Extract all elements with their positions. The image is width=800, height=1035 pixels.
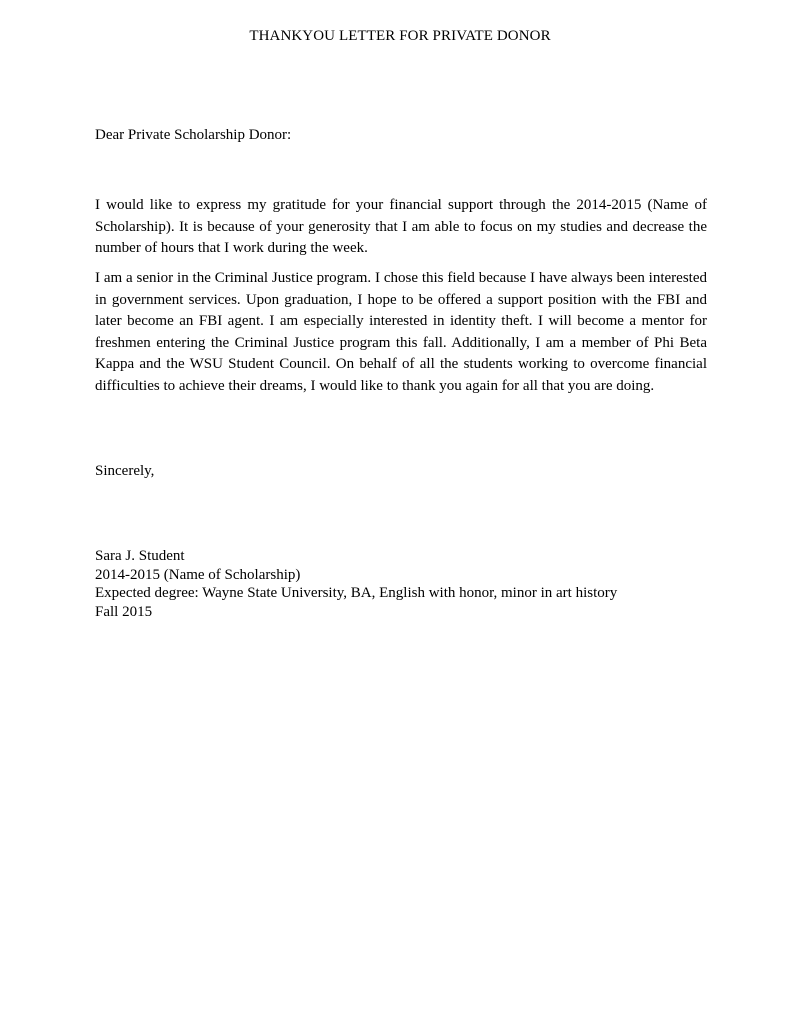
body-paragraph-gratitude: I would like to express my gratitude for your financial support through the 2014-2015 (Name of Scholarship). It is because of your generosity that I am able to focus on my studies and decrease the number of hours that I work during the week. bbox=[95, 197, 707, 256]
signature-block bbox=[95, 547, 617, 621]
salutation: Dear Private Scholarship Donor: bbox=[95, 127, 292, 143]
closing: Sincerely, bbox=[95, 463, 155, 479]
letter-title: THANKYOU LETTER FOR PRIVATE DONOR bbox=[249, 28, 551, 44]
signer-term: Fall 2015 bbox=[95, 603, 153, 620]
body-paragraph-background: I am a senior in the Criminal Justice program. I chose this field because I have always been interested in government services. Upon graduation, I hope to be offered a support position with the FBI and later become an FBI agent. I am especially interested in identity theft. I will become a mentor for freshmen entering the Criminal Justice program this fall. Additionally, I am a member of Phi Beta Kappa and the WSU Student Council. On behalf of all the students working to overcome financial difficulties to achieve their dreams, I would like to thank you again for all that you are doing. bbox=[95, 270, 707, 394]
signer-name: Sara J. Student bbox=[95, 548, 185, 564]
signer-scholarship: 2014-2015 (Name of Scholarship) bbox=[95, 566, 301, 583]
signer-degree: Expected degree: Wayne State University, BA, English with honor, minor in art history bbox=[95, 585, 618, 601]
